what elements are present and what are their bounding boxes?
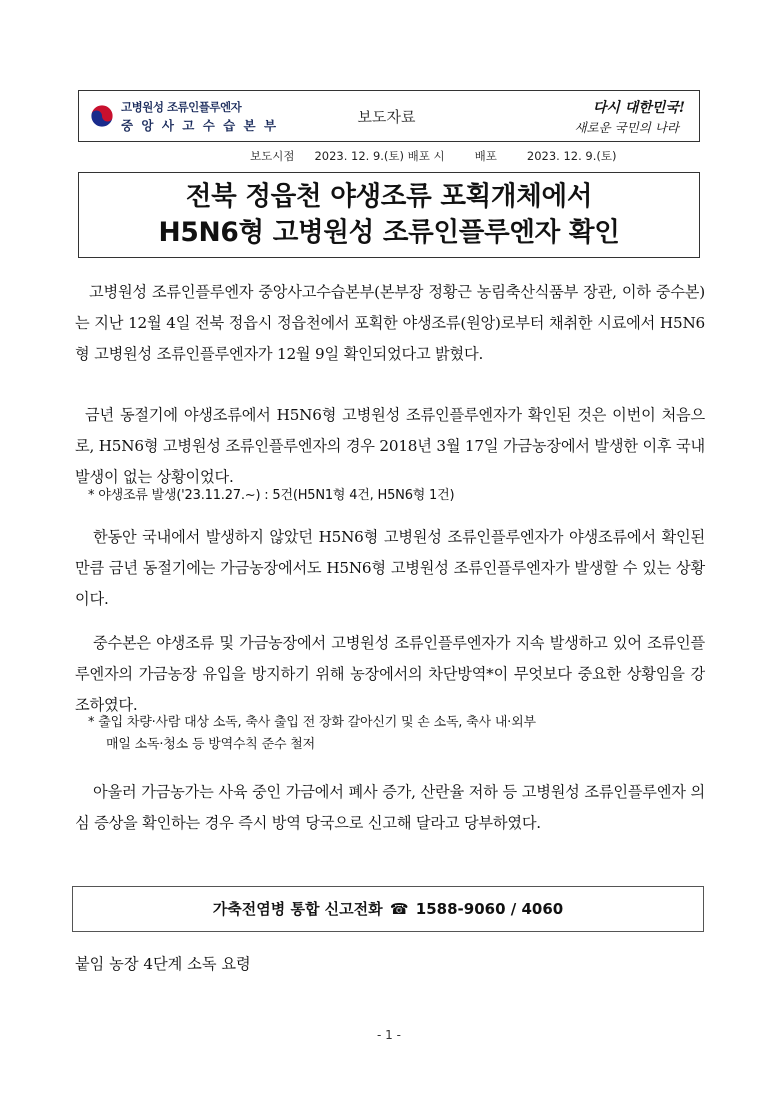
page-number: - 1 - [377,1028,401,1042]
paragraph-5: 아울러 가금농가는 사육 중인 가금에서 폐사 증가, 산란율 저하 등 고병원성 조류인플루엔자 의심 증상을 확인하는 경우 즉시 방역 당국으로 신고해 달라고 당부하였다. [75,783,705,832]
paragraph-1: 고병원성 조류인플루엔자 중앙사고수습본부(본부장 정황근 농림축산식품부 장관, 이하 중수본)는 지난 12월 4일 전북 정읍시 정읍천에서 포획한 야생조류(원앙)로부터 채취한 시료에서 H5N6형 고병원성 조류인플루엔자가 12월 9일 확인되었다고 밝혔다. [75,283,705,363]
release-time-value: 2023. 12. 9.(토) 배포 시 [314,149,445,163]
headline-line2: H5N6형 고병원성 조류인플루엔자 확인 [158,217,620,248]
release-info [250,148,700,164]
release-time-label: 보도시점 [250,149,295,163]
footnote-2-line2: 매일 소독·청소 등 방역수칙 준수 철저 [106,737,315,752]
taegeuk-emblem-icon [89,103,115,129]
slogan-line1: 다시 대한민국! [592,99,685,116]
paragraph-2: 금년 동절기에 야생조류에서 H5N6형 고병원성 조류인플루엔자가 확인된 것은 이번이 처음으로, H5N6형 고병원성 조류인플루엔자의 경우 2018년 3월 17일 가금농장에서 발생한 이후 국내 발생이 없는 상황이었다. [75,406,705,486]
distribution-label: 배포 [474,149,497,163]
footnote-1: * 야생조류 발생('23.11.27.~) : 5건(H5N1형 4건, H5N6형 1건) [88,488,455,503]
hotline-label: 가축전염병 통합 신고전화 [212,900,383,918]
doc-type-label: 보도자료 [357,107,416,126]
footnote-2 [88,712,706,756]
government-slogan [524,97,699,136]
distribution-value: 2023. 12. 9.(토) [526,149,617,163]
footnote-2-line1: * 출입 차량·사람 대상 소독, 축사 출입 전 장화 갈아신기 및 손 소독, 축사 내·외부 [88,715,536,730]
paragraph-3: 한동안 국내에서 발생하지 않았던 H5N6형 고병원성 조류인플루엔자가 야생조류에서 확인된 만큼 금년 동절기에는 가금농장에서도 H5N6형 고병원성 조류인플루엔자가 발생할 수 있는 상황이다. [75,528,705,608]
headline-box [78,172,700,258]
paragraph-4: 중수본은 야생조류 및 가금농장에서 고병원성 조류인플루엔자가 지속 발생하고 있어 조류인플루엔자의 가금농장 유입을 방지하기 위해 농장에서의 차단방역*이 무엇보다 중요한 상황임을 강조하였다. [75,634,705,714]
header-box [78,90,700,142]
hotline-numbers: 1588-9060 / 4060 [415,900,564,918]
org-name-line2: 중 앙 사 고 수 습 본 부 [121,117,279,133]
phone-icon: ☎ [389,900,409,918]
org-name-line1: 고병원성 조류인플루엔자 [121,99,242,114]
slogan-line2: 새로운 국민의 나라 [574,119,679,135]
headline-line1: 전북 정읍천 야생조류 포획개체에서 [185,181,593,212]
attachment-note: 붙임 농장 4단계 소독 요령 [75,955,251,973]
report-hotline-box [72,886,704,932]
